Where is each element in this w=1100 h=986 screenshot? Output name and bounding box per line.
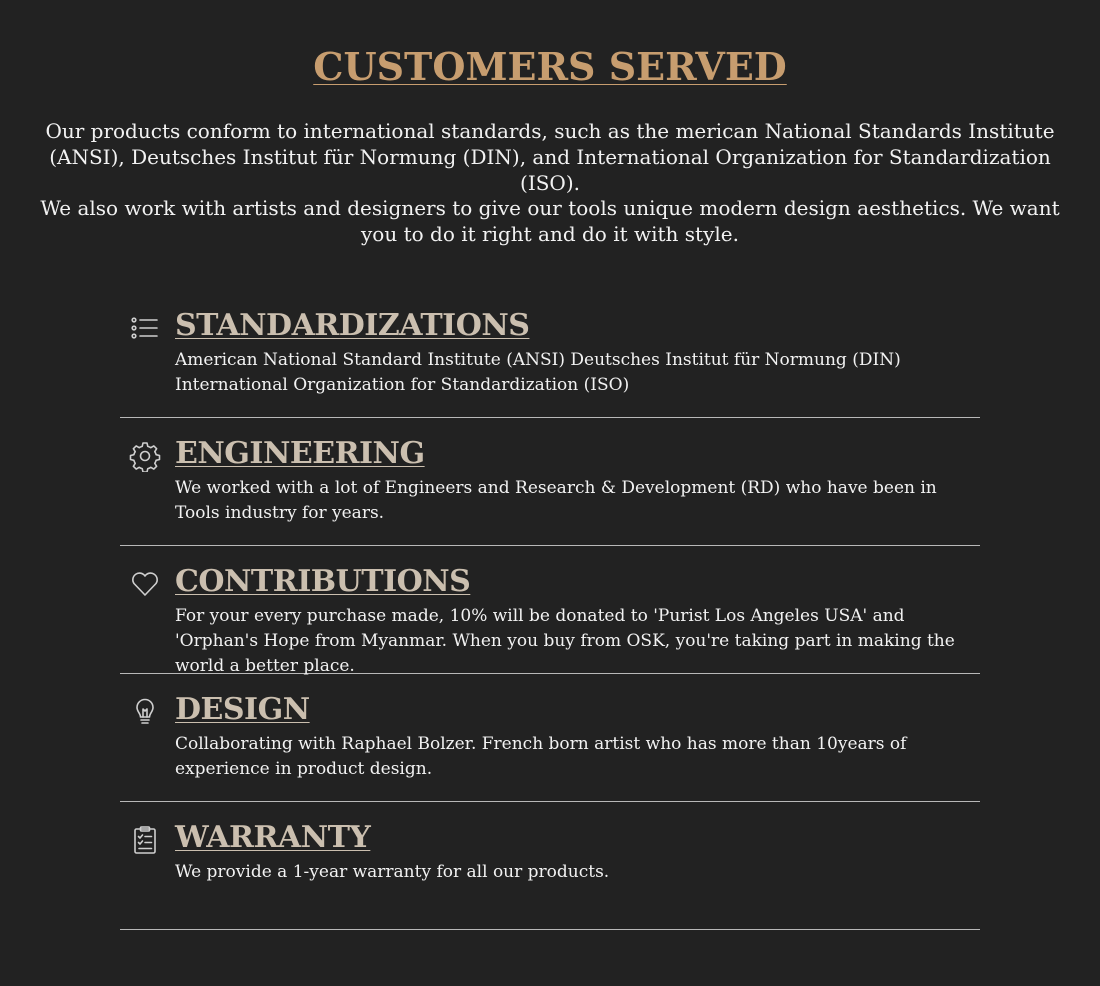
clipboard-check-icon bbox=[129, 824, 161, 856]
gear-icon bbox=[129, 440, 161, 472]
heart-icon bbox=[129, 568, 161, 600]
feature-title: DESIGN bbox=[175, 692, 310, 727]
feature-description: We worked with a lot of Engineers and Research & Development (RD) who have been in Tools industry for years. bbox=[175, 478, 937, 523]
intro-paragraph-design: We also work with artists and designers to give our tools unique modern design aesthetics. We want you to do it right and do it with style. bbox=[40, 196, 1060, 246]
feature-description: We provide a 1-year warranty for all our products. bbox=[175, 862, 610, 882]
feature-title: WARRANTY bbox=[175, 820, 371, 855]
feature-title: CONTRIBUTIONS bbox=[175, 564, 471, 599]
features-list bbox=[120, 300, 980, 930]
page-title: CUSTOMERS SERVED bbox=[313, 44, 787, 89]
feature-title: ENGINEERING bbox=[175, 436, 425, 471]
feature-warranty bbox=[120, 802, 980, 930]
feature-description: Collaborating with Raphael Bolzer. French born artist who has more than 10years of experience in product design. bbox=[175, 734, 907, 779]
lightbulb-icon bbox=[129, 696, 161, 728]
feature-description: American National Standard Institute (ANSI) Deutsches Institut für Normung (DIN) International Organization for Standardization (ISO) bbox=[175, 350, 901, 395]
feature-engineering bbox=[120, 418, 980, 546]
feature-description: For your every purchase made, 10% will be donated to 'Purist Los Angeles USA' and 'Orphan's Hope from Myanmar. When you buy from OSK, you're taking part in making the world a better place. bbox=[175, 606, 955, 676]
intro-paragraph-standards: Our products conform to international standards, such as the merican National Standards Institute (ANSI), Deutsches Institut für Normung (DIN), and International Organization for Standardization (ISO). bbox=[45, 119, 1055, 195]
feature-design bbox=[120, 674, 980, 802]
feature-standardizations bbox=[120, 300, 980, 418]
list-icon bbox=[129, 312, 161, 344]
feature-contributions bbox=[120, 546, 980, 674]
feature-title: STANDARDIZATIONS bbox=[175, 308, 530, 343]
